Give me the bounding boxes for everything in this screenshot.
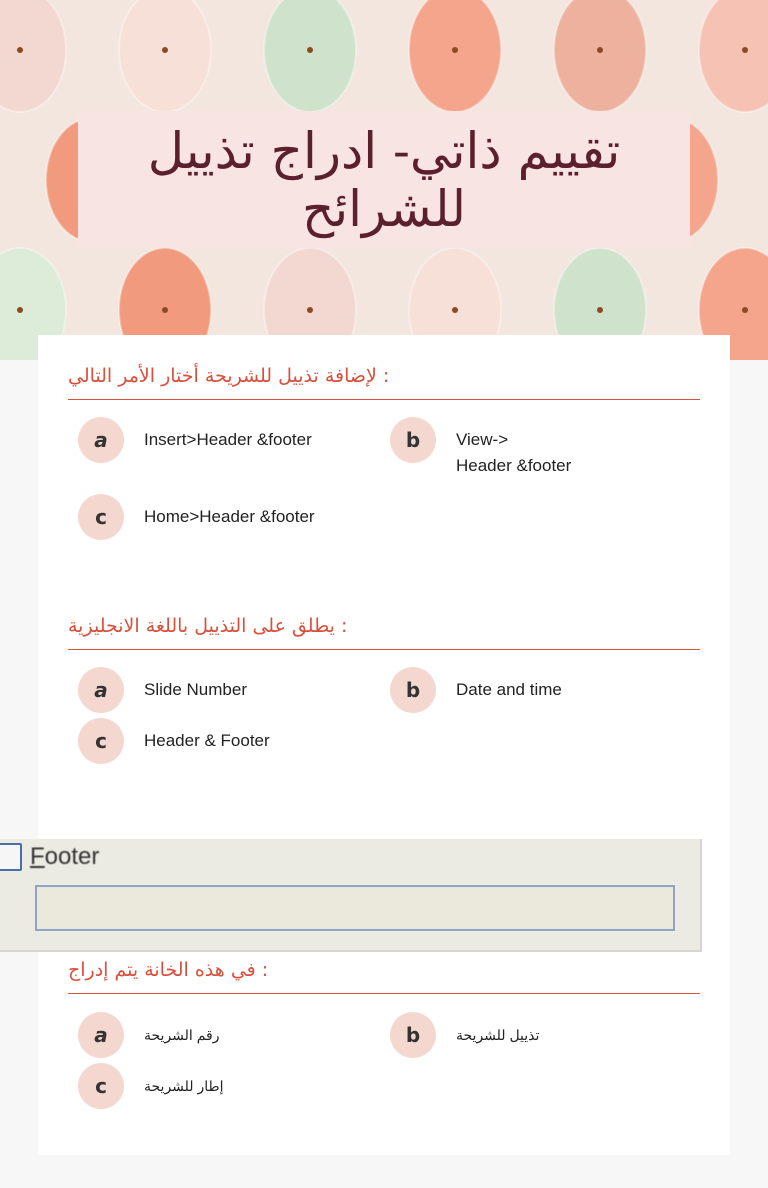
option-letter-badge: b [390,417,436,463]
footer-text-field [35,885,675,931]
option-label: إطار للشريحة [144,1078,224,1094]
header-banner [0,0,768,360]
question-divider [68,993,700,994]
option-letter-badge: a [78,417,124,463]
option-1c[interactable] [78,494,315,540]
option-letter-badge: a [78,1012,124,1058]
question-3-text: : في هذه الخانة يتم إدراج [68,959,269,981]
option-letter-badge: b [390,667,436,713]
option-3c[interactable] [78,1063,224,1109]
option-label: View-> Header &footer [456,430,572,475]
option-letter-badge: b [390,1012,436,1058]
option-label: Insert>Header &footer [144,430,312,449]
option-2b[interactable] [390,667,562,713]
option-letter-badge: a [78,667,124,713]
option-1b[interactable] [390,417,571,479]
option-label: تذييل للشريحة [456,1027,540,1043]
question-1 [68,363,700,400]
footer-dialog-image [0,839,702,952]
option-label: رقم الشريحة [144,1027,220,1043]
option-label: Header & Footer [144,731,270,750]
footer-checkbox [0,843,22,871]
footer-checkbox-label: Footer [30,843,100,870]
option-letter-badge: c [78,1063,124,1109]
question-2-text: : يطلق على التذييل باللغة الانجليزية [68,615,348,637]
option-2c[interactable] [78,718,270,764]
question-3 [68,957,700,994]
option-label: Date and time [456,680,562,699]
option-letter-badge: c [78,718,124,764]
option-letter-badge: c [78,494,124,540]
question-divider [68,649,700,650]
option-label: Home>Header &footer [144,507,315,526]
title-box [78,111,690,248]
page-title: تقييم ذاتي- ادراج تذييل للشرائح [147,121,621,238]
option-3a[interactable] [78,1012,219,1058]
option-label: Slide Number [144,680,247,699]
question-1-text: : لإضافة تذييل للشريحة أختار الأمر التالي [68,365,390,387]
question-divider [68,399,700,400]
option-2a[interactable] [78,667,247,713]
question-2 [68,613,700,650]
quiz-card [38,335,730,1155]
option-3b[interactable] [390,1012,539,1058]
option-1a[interactable] [78,417,312,463]
